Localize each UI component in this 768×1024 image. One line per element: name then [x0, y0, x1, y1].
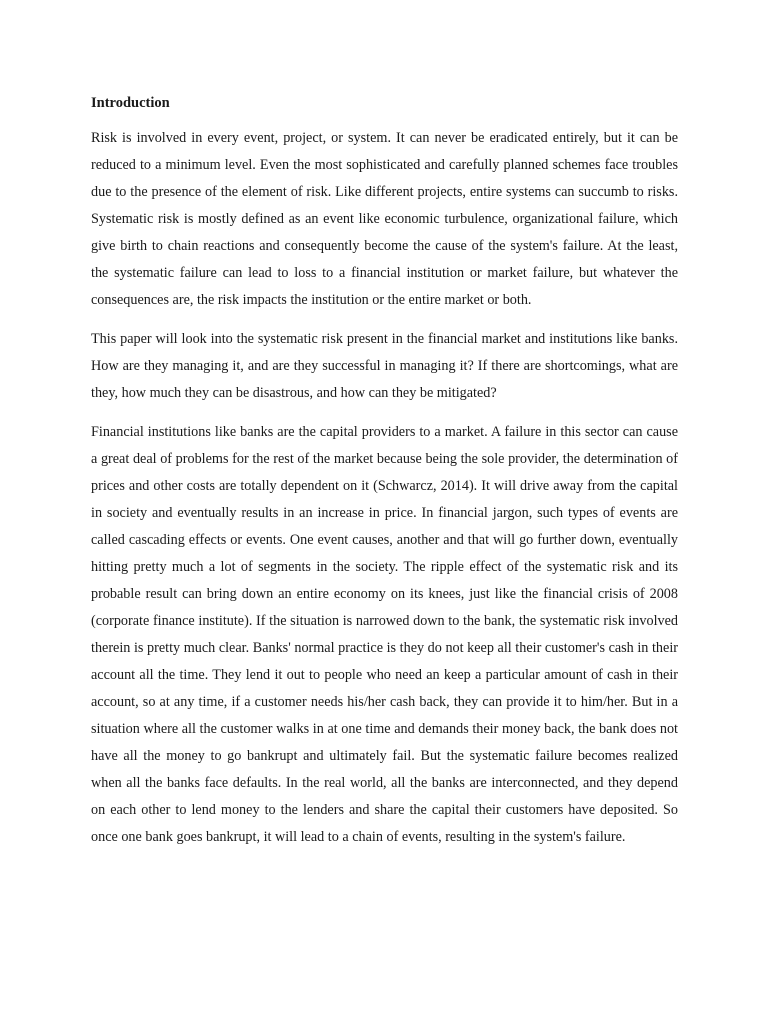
- document-body: [91, 93, 678, 863]
- paragraph-financial-institutions: Financial institutions like banks are the capital providers to a market. A failure in this sector can cause a great deal of problems for the rest of the market because being the sole provider, the determination of prices and other costs are totally dependent on it (Schwarcz, 2014). It will drive away from the capital in society and eventually results in an increase in price. In financial jargon, such types of events are called cascading effects or events. One event causes, another and that will go further down, eventually hitting pretty much a lot of segments in the society. The ripple effect of the systematic risk and its probable result can bring down an entire economy on its knees, just like the financial crisis of 2008 (corporate finance institute). If the situation is narrowed down to the bank, the systematic risk involved therein is pretty much clear. Banks' normal practice is they do not keep all their customer's cash in their account all the time. They lend it out to people who need an keep a particular amount of cash in their account, so at any time, if a customer needs his/her cash back, they can provide it to him/her. But in a situation where all the customer walks in at one time and demands their money back, the bank does not have all the money to go bankrupt and ultimately fail. But the systematic failure becomes realized when all the banks face defaults. In the real world, all the banks are interconnected, and they depend on each other to lend money to the lenders and share the capital their customers have deposited. So once one bank goes bankrupt, it will lead to a chain of events, resulting in the system's failure.: [91, 424, 678, 845]
- paragraph-risk-overview: Risk is involved in every event, project, or system. It can never be eradicated entirely, but it can be reduced to a minimum level. Even the most sophisticated and carefully planned schemes face troubles due to the presence of the element of risk. Like different projects, entire systems can succumb to risks. Systematic risk is mostly defined as an event like economic turbulence, organizational failure, which give birth to chain reactions and consequently become the cause of the system's failure. At the least, the systematic failure can lead to loss to a financial institution or market failure, but whatever the consequences are, the risk impacts the institution or the entire market or both.: [91, 130, 678, 308]
- section-heading: Introduction: [91, 95, 170, 111]
- paragraph-paper-scope: This paper will look into the systematic risk present in the financial market and institutions like banks. How are they managing it, and are they successful in managing it? If there are shortcomings, what are they, how much they can be disastrous, and how can they be mitigated?: [91, 331, 678, 401]
